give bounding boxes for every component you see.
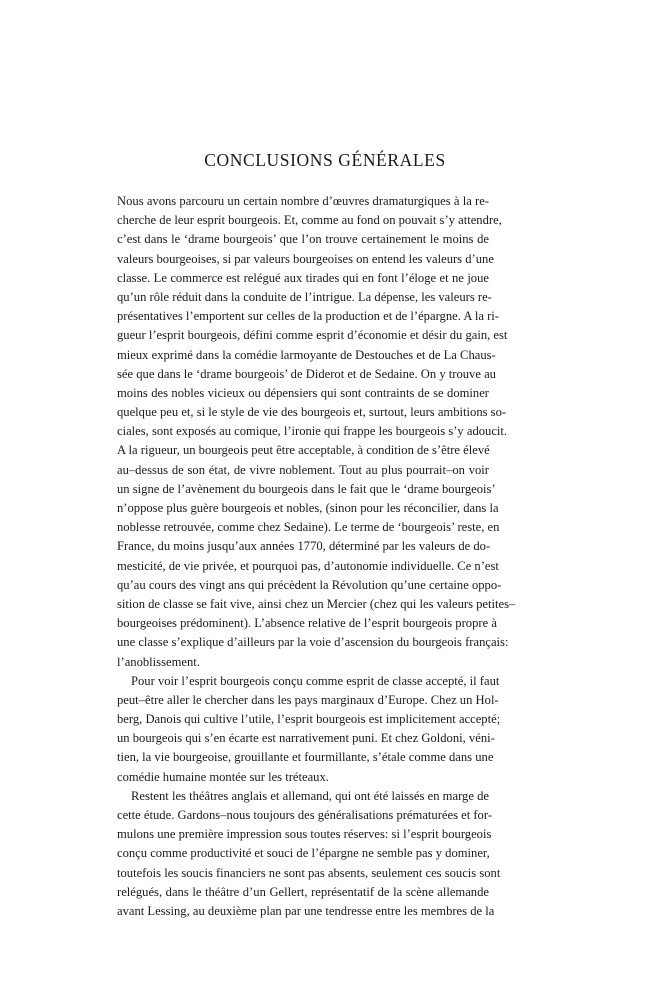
- text-line: avant Lessing, au deuxième plan par une tendresse entre les membres de la: [117, 903, 495, 918]
- text-line: berg, Danois qui cultive l’utile, l’esprit bourgeois est implicitement accepté;: [117, 712, 501, 727]
- text-line: mulons une première impression sous toutes réserves: si l’esprit bourgeois: [117, 827, 492, 842]
- text-line: n’oppose plus guère bourgeois et nobles, (sinon pour les réconcilier, dans la: [117, 501, 499, 515]
- text-line: noblesse retrouvée, comme chez Sedaine). Le terme de ‘bourgeois’ reste, en: [117, 520, 500, 535]
- text-line: tien, la vie bourgeoise, grouillante et fourmillante, s’étale comme dans une: [117, 750, 494, 765]
- text-line: valeurs bourgeoises, si par valeurs bourgeoises on entend les valeurs d’une: [117, 251, 494, 266]
- text-line: un bourgeois qui s’en écarte est narrativement puni. Et chez Goldoni, véni-: [117, 731, 495, 746]
- text-line: une classe s’explique d’ailleurs par la voie d’ascension du bourgeois français:: [117, 635, 509, 650]
- text-line: moins des nobles vicieux ou dépensiers qui sont contraints de se dominer: [117, 385, 489, 400]
- text-line: qu’un rôle réduit dans la conduite de l’intrigue. La dépense, les valeurs re-: [117, 289, 492, 304]
- text-line: peut–être aller le chercher dans les pays marginaux d’Europe. Chez un Hol-: [117, 692, 499, 707]
- text-line: sition de classe se fait vive, ainsi chez un Mercier (chez qui les valeurs petites–: [117, 596, 516, 611]
- paragraph-1: [117, 192, 516, 672]
- text-line: mieux exprimé dans la comédie larmoyante de Destouches et de La Chaus-: [117, 347, 496, 362]
- text-line: sée que dans le ‘drame bourgeois’ de Diderot et de Sedaine. On y trouve au: [117, 366, 496, 381]
- text-line: au–dessus de son état, de vivre noblement. Tout au plus pourrait–on voir: [117, 462, 489, 477]
- paragraph-2: [117, 672, 501, 787]
- text-line: c’est dans le ‘drame bourgeois’ que l’on trouve certainement le moins de: [117, 232, 489, 247]
- text-line: A la rigueur, un bourgeois peut être acceptable, à condition de s’être élevé: [117, 443, 490, 458]
- text-line: relégués, dans le théâtre d’un Gellert, représentatif de la scène allemande: [117, 884, 489, 899]
- text-line: conçu comme productivité et souci de l’épargne ne semble pas y dominer,: [117, 846, 490, 861]
- text-line: classe. Le commerce est relégué aux tirades qui en font l’éloge et ne joue: [117, 270, 489, 285]
- text-line: France, du moins jusqu’aux années 1770, déterminé par les valeurs de do-: [117, 539, 491, 554]
- text-line: gueur l’esprit bourgeois, défini comme esprit d’économie et désir du gain, est: [117, 328, 508, 343]
- body-text: [117, 192, 516, 921]
- text-line: cherche de leur esprit bourgeois. Et, comme au fond on pouvait s’y attendre,: [117, 213, 502, 228]
- text-line: toutefois les soucis financiers ne sont pas absents, seulement ces soucis sont: [117, 865, 501, 880]
- text-line: qu’au cours des vingt ans qui précèdent la Révolution qu’une certaine oppo-: [117, 577, 502, 592]
- text-line: présentatives l’emportent sur celles de la production et de l’épargne. A la ri-: [117, 309, 499, 324]
- page-title: CONCLUSIONS GÉNÉRALES: [204, 150, 446, 170]
- text-line: Pour voir l’esprit bourgeois conçu comme esprit de classe accepté, il faut: [131, 673, 500, 688]
- text-line: comédie humaine montée sur les tréteaux.: [117, 769, 329, 784]
- text-line: Nous avons parcouru un certain nombre d’œuvres dramaturgiques à la re-: [117, 194, 489, 208]
- text-line: Restent les théâtres anglais et allemand, qui ont été laissés en marge de: [131, 788, 489, 803]
- text-line: cette étude. Gardons–nous toujours des généralisations prématurées et for-: [117, 808, 492, 822]
- text-line: ciales, sont exposés au comique, l’ironie qui frappe les bourgeois s’y adoucit.: [117, 424, 508, 439]
- text-line: mesticité, de vie privée, et pourquoi pas, d’autonomie individuelle. Ce n’est: [117, 558, 499, 573]
- text-line: bourgeoises prédominent). L’absence relative de l’esprit bourgeois propre à: [117, 616, 497, 631]
- text-line: quelque peu et, si le style de vie des bourgeois et, surtout, leurs ambitions so-: [117, 405, 507, 420]
- paragraph-3: [117, 787, 501, 921]
- text-line: un signe de l’avènement du bourgeois dans le fait que le ‘drame bourgeois’: [117, 481, 496, 496]
- text-line: l’anoblissement.: [117, 654, 200, 669]
